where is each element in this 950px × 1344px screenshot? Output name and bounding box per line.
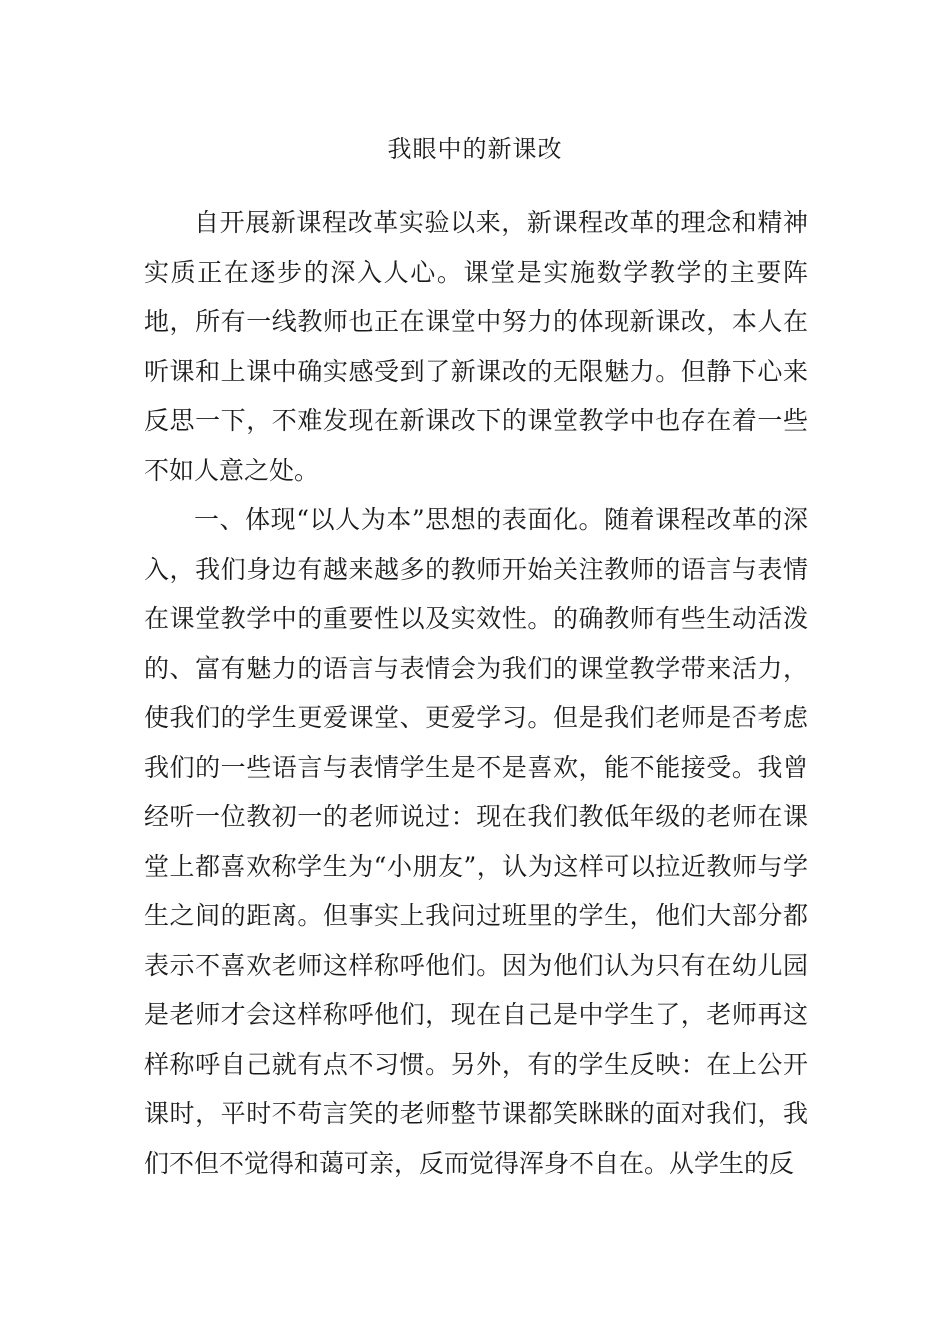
document-body — [144, 198, 808, 1188]
paragraph-intro: 自开展新课程改革实验以来，新课程改革的理念和精神实质正在逐步的深入人心。课堂是实施数学教学的主要阵地，所有一线教师也正在课堂中努力的体现新课改，本人在听课和上课中确实感受到了新课改的无限魅力。但静下心来反思一下，不难发现在新课改下的课堂教学中也存在着一些不如人意之处。 — [144, 208, 808, 485]
document-title: 我眼中的新课改 — [387, 135, 563, 163]
paragraph-section-one: 一、体现“以人为本”思想的表面化。随着课程改革的深入，我们身边有越来越多的教师开始关注教师的语言与表情在课堂教学中的重要性以及实效性。的确教师有些生动活泼的、富有魅力的语言与表情会为我们的课堂教学带来活力，使我们的学生更爱课堂、更爱学习。但是我们老师是否考虑我们的一些语言与表情学生是不是喜欢，能不能接受。我曾经听一位教初一的老师说过：现在我们教低年级的老师在课堂上都喜欢称学生为“小朋友”，认为这样可以拉近教师与学生之间的距离。但事实上我问过班里的学生，他们大部分都表示不喜欢老师这样称呼他们。因为他们认为只有在幼儿园是老师才会这样称呼他们，现在自己是中学生了，老师再这样称呼自己就有点不习惯。另外，有的学生反映：在上公开课时，平时不苟言笑的老师整节课都笑眯眯的面对我们，我们不但不觉得和蔼可亲，反而觉得浑身不自在。从学生的反 — [144, 505, 808, 1178]
